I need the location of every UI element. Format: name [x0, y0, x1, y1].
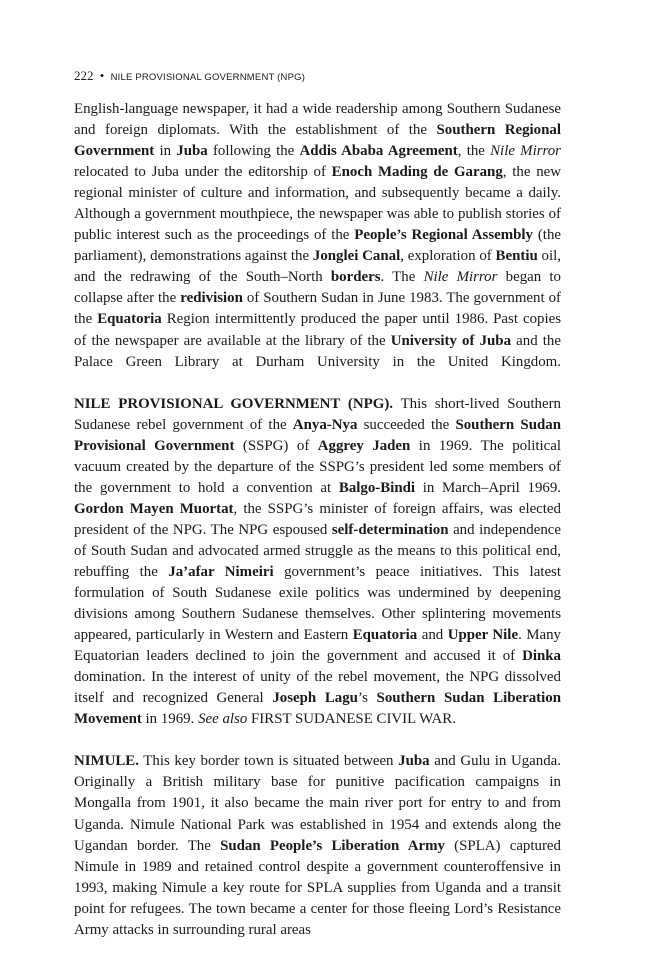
text-run: in 1969. The political vacuum created by the departure of the SSPG’s president led some members of the government to hold a convention at — [74, 437, 561, 496]
text-run: , the new regional minister of culture and information, and subsequently became a daily. Although a government mouthpiece, the newspaper was able to publish stories of public interest such as the proceedings of the — [74, 164, 561, 244]
entry-nimule — [74, 751, 561, 940]
text-run: and the Palace Green Library at Durham University in the United Kingdom. — [74, 332, 561, 370]
text-run: . Many Equatorian leaders declined to join the government and accused it of — [74, 627, 561, 665]
text-run: domination. In the interest of unity of the rebel movement, the NPG dissolved itself and recognized General — [74, 669, 561, 707]
bold-term: Enoch Mading de Garang — [331, 164, 503, 181]
bold-term: Southern Sudan Liberation Movement — [74, 690, 562, 728]
bold-term: Sudan People’s Liberation Army — [220, 837, 445, 854]
italic-text: Nile Mirror — [423, 269, 498, 286]
text-run: , the SSPG’s minister of foreign affairs, was elected president of the NPG. The NPG espoused — [74, 500, 561, 538]
bold-term: NILE PROVISIONAL GOVERNMENT (NPG). — [74, 395, 394, 412]
italic-text: See also — [198, 711, 248, 728]
bold-term: Anya-Nya — [292, 416, 358, 433]
bold-term: Upper Nile — [447, 627, 519, 644]
bold-term: NIMULE. — [74, 753, 139, 770]
running-title: NILE PROVISIONAL GOVERNMENT (NPG) — [110, 72, 306, 83]
bold-term: Addis Ababa Agreement — [299, 143, 458, 160]
text-run: in March–April 1969. — [415, 479, 561, 496]
paragraph-nile-mirror — [74, 99, 561, 373]
text-run: of Southern Sudan in June 1983. The government of the — [74, 290, 561, 328]
text-run: in — [154, 143, 177, 160]
text-run: ’s — [357, 690, 377, 707]
body-text — [74, 99, 561, 941]
text-run: relocated to Juba under the editorship of — [74, 164, 332, 181]
bold-term: borders — [330, 269, 381, 286]
text-run: in 1969. — [141, 711, 199, 728]
bold-term: Equatoria — [352, 627, 418, 644]
bold-term: Southern Regional Government — [74, 122, 561, 160]
text-run: FIRST SUDANESE CIVIL WAR. — [247, 711, 456, 728]
bold-term: Dinka — [522, 648, 561, 665]
bold-term: University of Juba — [390, 332, 512, 349]
bold-term: Balgo-Bindi — [338, 479, 416, 496]
bold-term: Gordon Mayen Muortat — [74, 500, 234, 517]
bullet-separator: • — [99, 68, 105, 83]
italic-text: Nile Mirror — [490, 143, 561, 160]
text-run: This key border town is situated between — [138, 753, 399, 770]
page-number: 222 — [74, 68, 94, 83]
bold-term: Juba — [398, 753, 430, 770]
text-run: and independence of South Sudan and advocated armed struggle as the means to this political end, rebuffing the — [74, 521, 561, 580]
bold-term: Joseph Lagu — [272, 690, 358, 707]
bold-term: Equatoria — [97, 311, 162, 328]
entry-nile-provisional-government — [74, 394, 561, 731]
text-run: Region intermittently produced the paper until 1986. Past copies of the newspaper are available at the library of the — [74, 311, 562, 349]
text-run: . The — [380, 269, 424, 286]
text-run: English-language newspaper, it had a wide readership among Southern Sudanese and foreign diplomats. With the establishment of the — [74, 101, 561, 139]
text-run: , exploration of — [400, 248, 496, 265]
text-run: government’s peace initiatives. This latest formulation of South Sudanese exile politics was undermined by deepening divisions among Southern Sudanese themselves. Other splintering movements appeared, particularly in Western and Eastern — [74, 563, 561, 644]
bold-term: Juba — [176, 143, 208, 160]
text-run: (SSPG) of — [234, 437, 318, 454]
text-run: , the — [457, 143, 491, 160]
text-run: oil, and the redrawing of the South–North — [74, 248, 561, 286]
text-run: succeeded the — [357, 416, 456, 433]
bold-term: self-determination — [331, 521, 449, 538]
bold-term: Jonglei Canal — [312, 248, 401, 265]
bold-term: Southern Sudan Provisional Government — [74, 416, 561, 454]
text-run: began to collapse after the — [74, 269, 561, 307]
bold-term: People’s Regional Assembly — [354, 227, 533, 244]
bold-term: Ja’afar Nimeiri — [168, 563, 274, 580]
text-run: following the — [207, 143, 300, 160]
text-run: (SPLA) captured Nimule in 1989 and retained control despite a government counteroffensive in 1993, making Nimule a key route for SPLA supplies from Uganda and a transit point for refugees. The town became a center for those fleeing Lord’s Resistance Army attacks in surrounding rural areas — [74, 837, 561, 938]
running-head — [74, 68, 305, 86]
text-run: (the parliament), demonstrations against the — [74, 227, 561, 265]
text-run: This short-lived Southern Sudanese rebel government of the — [74, 395, 562, 433]
text-run: and — [417, 627, 448, 644]
bold-term: redivision — [180, 290, 243, 307]
text-run: and Gulu in Uganda. Originally a British military base for punitive pacification campaigns in Mongalla from 1901, it also became the main river port for entry to and from Uganda. Nimule National Park was established in 1954 and extends along the Ugandan border. The — [74, 753, 561, 854]
bold-term: Bentiu — [495, 248, 538, 265]
bold-term: Aggrey Jaden — [317, 437, 411, 454]
